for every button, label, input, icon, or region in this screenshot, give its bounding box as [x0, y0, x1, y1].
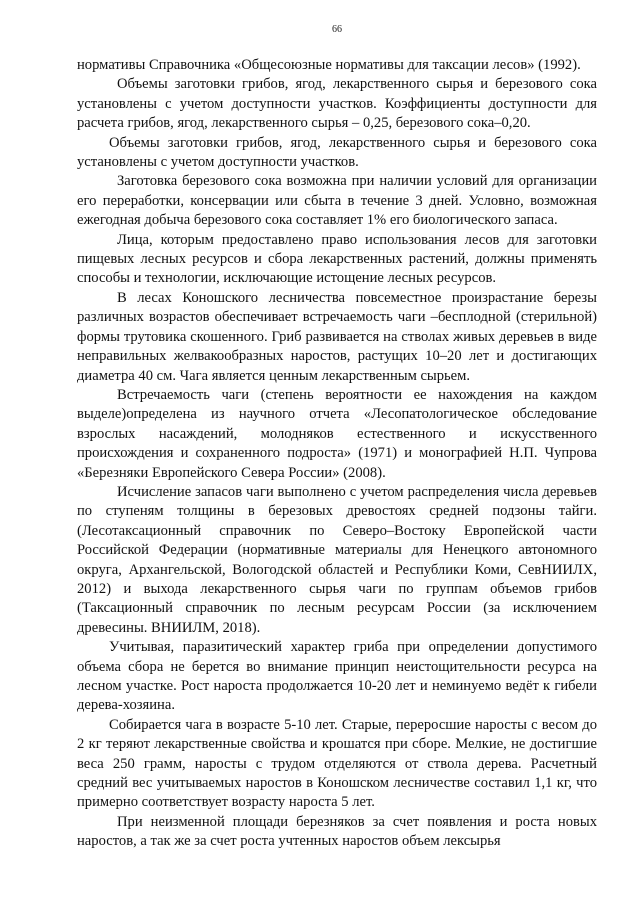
- page-number: 66: [332, 24, 342, 35]
- document-page: [77, 24, 597, 852]
- paragraph-chaga-sources: Встречаемость чаги (степень вероятности ее нахождения на каждом выделе)определена из научного отчета «Лесопатологическое обследование взрослых насаждений, молодняков естественного и искусственного происхождения и сохраненного подроста» (1971) и монографией Н.П. Чупрова «Березняки Европейского Севера России» (2008).: [77, 386, 597, 481]
- paragraph-chaga-stock-calculation: Исчисление запасов чаги выполнено с учетом распределения числа деревьев по ступеням толщины в березовых древостоях средней подзоны тайги. (Лесотаксационный справочник по Северо–Востоку Европейской части Российской Федерации (нормативные материалы для Ненецкого автономного округа, Архангельской, Вологодской областей и Республики Коми, СевНИИЛХ, 2012) и выхода лекарственного сырья чаги по группам объемов грибов (Таксационный справочник по лесным ресурсам России (за исключением древесины. ВНИИЛМ, 2018).: [77, 483, 597, 636]
- paragraph-harvest-accessibility-repeat: Объемы заготовки грибов, ягод, лекарственного сырья и березового сока установлены с учетом доступности участков.: [77, 134, 597, 171]
- paragraph-birch-sap: Заготовка березового сока возможна при наличии условий для организации его переработки, консервации или сбыта в течение 3 дней. Условно, возможная ежегодная добыча березового сока составляет 1% его биологического запаса.: [77, 173, 597, 229]
- paragraph-parasitic-character: Учитывая, паразитический характер гриба при определении допустимого объема сбора не берется во внимание принцип неистощительности ресурса на лесном участке. Рост нароста продолжается 10-20 лет и неминуемо ведёт к гибели дерева-хозяина.: [77, 639, 597, 714]
- paragraph-chaga-collection: Собирается чага в возрасте 5-10 лет. Старые, переросшие наросты с весом до 2 кг теряют лекарственные свойства и крошатся при сборе. Мелкие, не достигшие веса 250 грамм, наросты с трудом отделяются от ствола дерева. Расчетный средний вес учитываемых наростов в Коношском лесничестве составил 1,1 кг, что примерно соответствует возрасту нароста 5 лет.: [77, 716, 597, 811]
- paragraph-resource-users: Лица, которым предоставлено право использования лесов для заготовки пищевых лесных ресурсов и сбора лекарственных растений, должны применять способы и технологии, исключающие истощение лесных ресурсов.: [77, 231, 597, 287]
- paragraph-harvest-accessibility: Объемы заготовки грибов, ягод, лекарственного сырья и березового сока установлены с учетом доступности участков. Коэффициенты доступности для расчета грибов, ягод, лекарственного сырья – 0,25, березового сока–0,20.: [77, 76, 597, 132]
- paragraph-chaga-occurrence: В лесах Коношского лесничества повсеместное произрастание березы различных возрастов обеспечивает встречаемость чаги –бесплодной (стерильной) формы трутовика скошенного. Гриб развивается на стволах живых деревьев в виде неправильных желвакообразных наростов, растущих 10–20 лет и достигающих диаметра 40 см. Чага является ценным лекарственным сырьем.: [77, 289, 597, 384]
- paragraph-norms-reference: нормативы Справочника «Общесоюзные нормативы для таксации лесов» (1992).: [77, 57, 581, 73]
- paragraph-birch-area-growth: При неизменной площади березняков за счет появления и роста новых наростов, а так же за счет роста учтенных наростов объем лексырья: [77, 813, 597, 850]
